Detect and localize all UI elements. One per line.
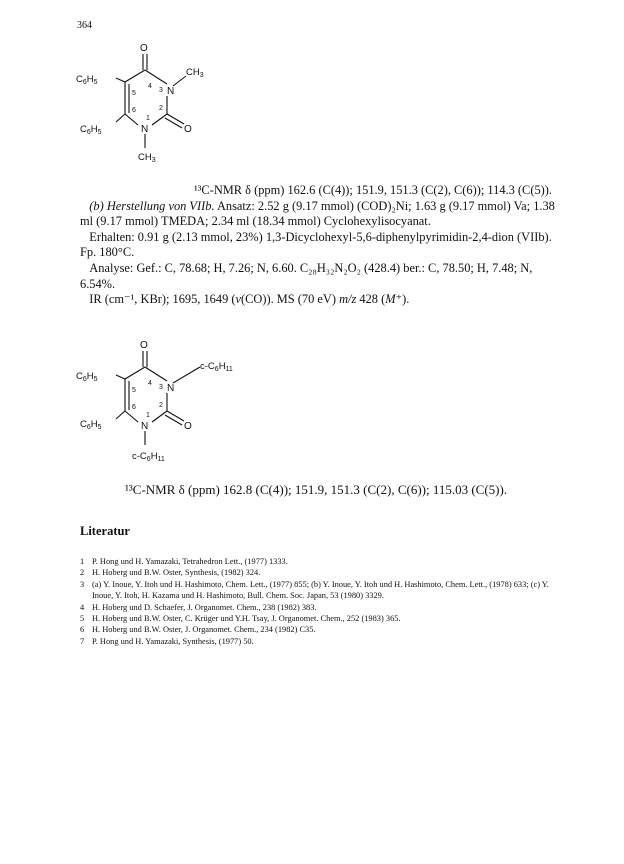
reference-text: H. Hoberg und B.W. Oster, C. Krüger und Y.H. Tsay, J. Organomet. Chem., 252 (1983) 365. xyxy=(92,614,401,624)
ring-position-6: 6 xyxy=(132,404,136,411)
paragraph-analyse xyxy=(80,261,558,292)
ring-position-6: 6 xyxy=(132,107,136,114)
ring-position-2: 2 xyxy=(159,402,163,409)
reference-text: H. Hoberg und D. Schaefer, J. Organomet. Chem., 238 (1982) 383. xyxy=(92,602,317,612)
ir-text-b: (CO)). MS (70 eV) xyxy=(241,292,340,307)
ring-position-1: 1 xyxy=(146,412,150,419)
paragraph-erhalten xyxy=(80,230,558,261)
reference-item xyxy=(80,624,560,635)
paragraph-analyse-text: Analyse: Gef.: C, 78.68; H, 7.26; N, 6.60. C₂₈H₃₂N₂O₂ (428.4) ber.: C, 78.50; H, 7.48; N, 6.54%. xyxy=(80,260,533,291)
ring-position-4: 4 xyxy=(148,83,152,90)
phenyl-bottom-label: $C_6H_5$ xyxy=(80,124,102,136)
phenyl-top-label: $C_6H_5$ xyxy=(76,371,98,383)
ring-position-3: 3 xyxy=(159,87,163,94)
reference-item xyxy=(80,613,560,624)
ms-m: M xyxy=(385,292,396,307)
structure-viib xyxy=(70,337,280,469)
ring-position-2: 2 xyxy=(159,105,163,112)
methyl-right-label: $CH_3$ xyxy=(186,67,204,79)
ms-mz: m/z xyxy=(339,292,357,307)
reference-item xyxy=(80,579,560,602)
ir-text-c: 428 ( xyxy=(356,292,386,307)
reference-number: 4 xyxy=(80,602,85,612)
nitrogen-1-label: N xyxy=(141,421,149,432)
cyclohexyl-right-label: $c-C_6H_{11}$ xyxy=(200,361,233,373)
ir-nu: ν xyxy=(235,292,241,307)
ir-text-d: ⁺). xyxy=(395,292,410,307)
ring-position-4: 4 xyxy=(148,380,152,387)
literatur-heading: Literatur xyxy=(80,524,130,538)
reference-text: (a) Y. Inoue, Y. Itoh und H. Hashimoto, Chem. Lett., (1977) 855; (b) Y. Inoue, Y. Itoh und H. Hashimoto, Chem. Lett., (1978) 633; (c) Y. Inoue, Y. Itoh, H. Kazama und H. Hashimoto, Bull. Chem. Soc. Japan, 53 (1980) 3329. xyxy=(92,579,549,601)
paragraph-erhalten-text: Erhalten: 0.91 g (2.13 mmol, 23%) 1,3-Dicyclohexyl-5,6-diphenylpyrimidin-2,4-dion (VIIb). Fp. 180°C. xyxy=(80,229,552,260)
reference-number: 5 xyxy=(80,614,85,624)
phenyl-bottom-label: $C_6H_5$ xyxy=(80,419,102,431)
ring-position-5: 5 xyxy=(132,90,136,97)
reference-item xyxy=(80,602,560,613)
reference-item xyxy=(80,556,560,567)
methyl-bottom-label: $CH_3$ xyxy=(138,152,156,164)
ring-position-3: 3 xyxy=(159,384,163,391)
nmr-viia: ¹³C-NMR δ (ppm) 162.6 (C(4)); 151.9, 151.3 (C(2), C(6)); 114.3 (C(5)). xyxy=(194,183,552,197)
reference-list xyxy=(80,556,560,647)
oxygen-top-label: O xyxy=(140,43,148,54)
paragraph-b xyxy=(80,199,558,230)
page-number: 364 xyxy=(77,20,92,31)
reference-number: 7 xyxy=(80,636,85,646)
reference-text: H. Hoberg und B.W. Oster, J. Organomet. Chem., 234 (1982) C35. xyxy=(92,625,316,635)
reference-item xyxy=(80,636,560,647)
paragraph-b-text: Ansatz: 2.52 g (9.17 mmol) (COD)₂Ni; 1.63 g (9.17 mmol) Va; 1.38 ml (9.17 mmol) TMEDA; 2.34 ml (18.34 mmol) Cyclohexylisocyanat. xyxy=(80,198,555,229)
structure-viia xyxy=(70,40,250,172)
nmr-viib: ¹³C-NMR δ (ppm) 162.8 (C(4)); 151.9, 151.3 (C(2), C(6)); 115.03 (C(5)). xyxy=(125,482,508,497)
reference-text: P. Hong und H. Yamazaki, Synthesis, (1977) 50. xyxy=(92,636,254,646)
nitrogen-1-label: N xyxy=(141,124,149,135)
reference-text: H. Hoberg und B.W. Oster, Synthesis, (1982) 324. xyxy=(92,568,261,578)
experimental-text xyxy=(80,183,558,308)
reference-text: P. Hong und H. Yamazaki, Tetrahedron Lett., (1977) 1333. xyxy=(92,557,288,566)
reference-number: 6 xyxy=(80,625,85,635)
ring-position-1: 1 xyxy=(146,115,150,122)
paragraph-b-label: (b) Herstellung von VIIb. xyxy=(89,198,215,213)
ring-position-5: 5 xyxy=(132,387,136,394)
ir-text-a: IR (cm⁻¹, KBr); 1695, 1649 ( xyxy=(89,292,236,307)
oxygen-right-label: O xyxy=(184,421,192,432)
oxygen-top-label: O xyxy=(140,340,148,351)
oxygen-right-label: O xyxy=(184,124,192,135)
reference-number: 3 xyxy=(80,579,85,589)
nitrogen-3-label: N xyxy=(167,86,175,97)
cyclohexyl-bottom-label: $c-C_6H_{11}$ xyxy=(132,451,165,463)
nitrogen-3-label: N xyxy=(167,383,175,394)
reference-item xyxy=(80,567,560,578)
phenyl-top-label: $C_6H_5$ xyxy=(76,74,98,86)
paragraph-ir-ms xyxy=(80,292,558,308)
reference-number: 1 xyxy=(80,557,85,566)
reference-number: 2 xyxy=(80,568,85,578)
